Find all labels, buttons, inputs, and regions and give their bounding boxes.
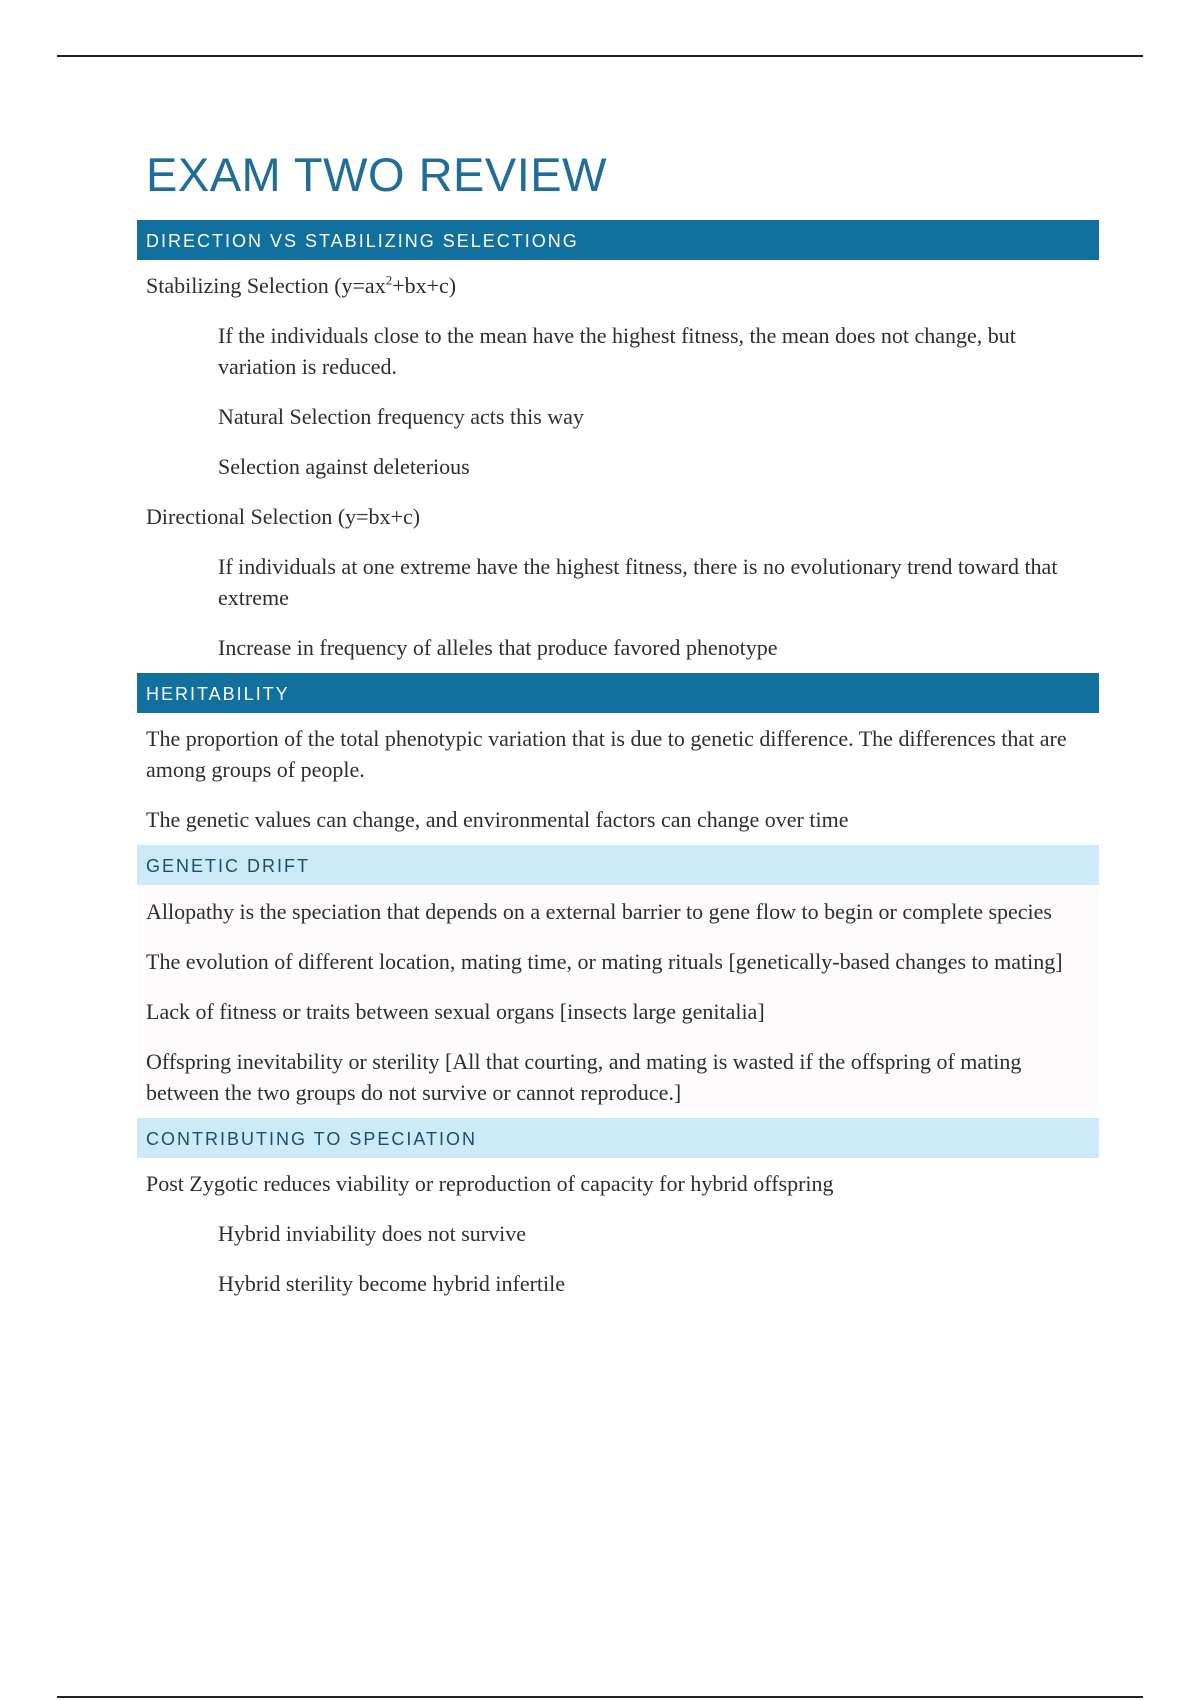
section-heading-heritability: HERITABILITY [137, 673, 1099, 713]
stabilizing-point: If the individuals close to the mean have the highest fitness, the mean does not change, but variation is reduced. [218, 323, 1016, 379]
genetic-drift-paragraph: Lack of fitness or traits between sexual organs [insects large genitalia] [146, 999, 765, 1024]
genetic-drift-content [137, 885, 1099, 1108]
bottom-rule [57, 1696, 1143, 1698]
section-heading-selection: DIRECTION VS STABILIZING SELECTIONG [137, 220, 1099, 260]
genetic-drift-paragraph: The evolution of different location, mating time, or mating rituals [genetically-based changes to mating] [146, 949, 1063, 974]
stabilizing-formula-prefix: Stabilizing Selection (y=ax [146, 273, 386, 298]
stabilizing-formula-suffix: +bx+c) [392, 273, 457, 298]
stabilizing-point: Selection against deleterious [218, 454, 470, 479]
genetic-drift-paragraph: Allopathy is the speciation that depends on a external barrier to gene flow to begin or complete species [146, 899, 1052, 924]
speciation-point: Hybrid sterility become hybrid infertile [218, 1271, 566, 1296]
genetic-drift-paragraph: Offspring inevitability or sterility [All that courting, and mating is wasted if the offspring of mating between the two groups do not survive or cannot reproduce.] [146, 1049, 1022, 1105]
stabilizing-formula-exponent: 2 [385, 272, 393, 288]
stabilizing-selection-heading [146, 270, 1099, 301]
stabilizing-point: Natural Selection frequency acts this way [218, 404, 584, 429]
page-title: EXAM TWO REVIEW [146, 148, 607, 201]
speciation-lead: Post Zygotic reduces viability or reproduction of capacity for hybrid offspring [146, 1171, 834, 1196]
top-rule [57, 55, 1143, 57]
document-body [137, 148, 1099, 1318]
heritability-paragraph: The genetic values can change, and environmental factors can change over time [146, 807, 849, 832]
heritability-paragraph: The proportion of the total phenotypic variation that is due to genetic difference. The differences that are among groups of people. [146, 726, 1067, 782]
section-heading-speciation: CONTRIBUTING TO SPECIATION [137, 1118, 1099, 1158]
section-heading-genetic-drift: GENETIC DRIFT [137, 845, 1099, 885]
directional-point: Increase in frequency of alleles that produce favored phenotype [218, 635, 778, 660]
speciation-point: Hybrid inviability does not survive [218, 1221, 526, 1246]
directional-selection-heading: Directional Selection (y=bx+c) [146, 504, 421, 529]
directional-point: If individuals at one extreme have the highest fitness, there is no evolutionary trend toward that extreme [218, 554, 1058, 610]
